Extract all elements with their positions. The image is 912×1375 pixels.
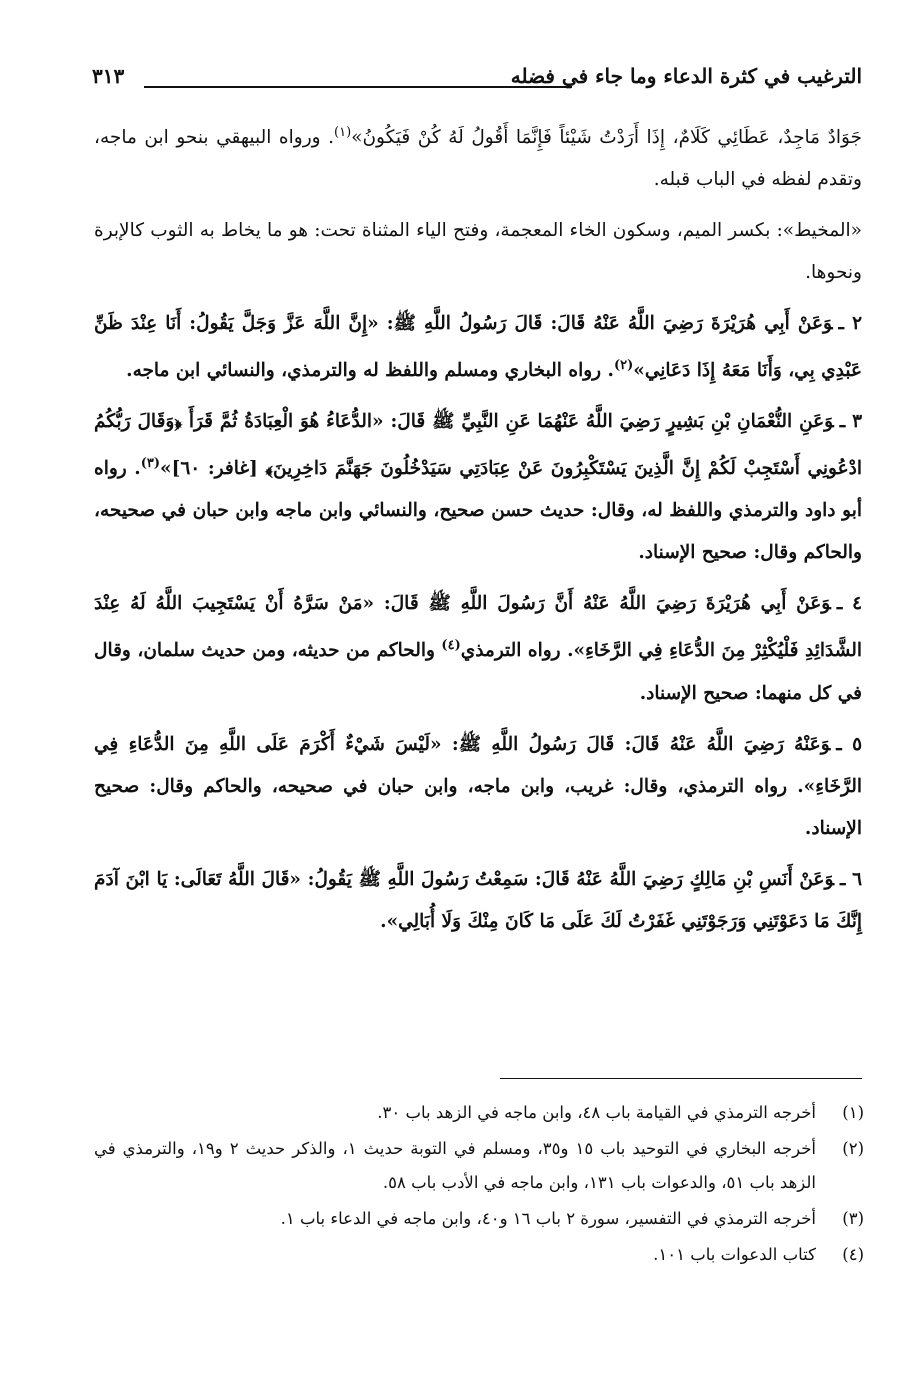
header-rule [144,86,572,88]
footnote-ref: (٣) [140,456,161,472]
hadith-3 [94,401,862,574]
hadith-number: ٦ ـ [840,868,862,890]
paragraph-tail: . رواه البخاري ومسلم واللفظ له والترمذي، والنسائي ابن ماجه. [126,360,614,382]
hadith-2 [94,303,862,392]
paragraph-tail: والحاكم من حديثه، ومن حديث سلمان، وقال في كل منهما: صحيح الإسناد. [94,640,862,704]
paragraph-tail: . ورواه البيهقي بنحو ابن ماجه، وتقدم لفظه في الباب قبله. [94,127,862,191]
paragraph-text: وَعَنِ النُّعْمَانِ بْنِ بَشِيرٍ رَضِيَ اللَّهُ عَنْهُمَا عَنِ النَّبِيِّ ﷺ قَالَ: «الدُّعَاءُ هُوَ الْعِبَادَةُ ثُمَّ قَرَأَ ﴿وَقَالَ رَبُّكُمُ ادْعُونِي أَسْتَجِبْ لَكُمْ إِنَّ الَّذِينَ يَسْتَكْبِرُونَ عَنْ عِبَادَتِي سَيَدْخُلُونَ جَهَنَّمَ دَاخِرِينَ﴾ [غافر: ٦٠]» [94,411,862,480]
footnote-3 [94,1202,864,1236]
running-title: الترغيب في كثرة الدعاء وما جاء في فضله [510,64,862,88]
main-text [94,112,862,952]
footnote-4 [94,1238,864,1272]
footnote-ref: (٤) [441,638,461,654]
footnote-text: كتاب الدعوات باب ١٠١. [653,1245,816,1264]
hadith-5 [94,724,862,850]
footnote-number: (١) [842,1103,864,1122]
footnote-ref: (١) [334,125,352,140]
page-header [92,62,862,96]
footnote-number: (٢) [842,1139,864,1158]
page-number: ٣١٣ [92,64,125,88]
footnote-text: أخرجه البخاري في التوحيد باب ١٥ و٣٥، ومسلم في التوبة حديث ١، والذكر حديث ٢ و١٩، والترمذي في الزهد باب ٥١، والدعوات باب ١٣١، وابن ماجه في الأدب باب ٥٨. [94,1139,816,1192]
paragraph-text: «المخيط»: بكسر الميم، وسكون الخاء المعجمة، وفتح الياء المثناة تحت: هو ما يخاط به الثوب كالإبرة ونحوها. [94,220,862,284]
paragraph-text: وَعَنْ أَنَسِ بْنِ مَالِكٍ رَضِيَ اللَّهُ عَنْهُ قَالَ: سَمِعْتُ رَسُولَ اللَّهِ ﷺ يَقُولُ: «قَالَ اللَّهُ تَعَالَى: يَا ابْنَ آدَمَ إِنَّكَ مَا دَعَوْتَنِي وَرَجَوْتَنِي غَفَرْتُ لَكَ عَلَى مَا كَانَ مِنْكَ وَلَا أُبَالِي». [94,868,862,932]
hadith-4 [94,583,862,714]
footnote-text: أخرجه الترمذي في القيامة باب ٤٨، وابن ماجه في الزهد باب ٣٠. [377,1103,816,1122]
paragraph-text: وَعَنْ أَبِي هُرَيْرَةَ رَضِيَ اللَّهُ عَنْهُ قَالَ: قَالَ رَسُولُ اللَّهِ ﷺ: «إِنَّ اللَّهَ عَزَّ وَجَلَّ يَقُولُ: أَنَا عِنْدَ ظَنِّ عَبْدِي بِي، وَأَنَا مَعَهُ إِذَا دَعَانِي» [94,313,862,382]
footnote-2 [94,1132,864,1200]
paragraph-text: وَعَنْ أَبِي هُرَيْرَةَ رَضِيَ اللَّهُ عَنْهُ أَنَّ رَسُولَ اللَّهِ ﷺ قَالَ: «مَنْ سَرَّهُ أَنْ يَسْتَجِيبَ اللَّهُ لَهُ عِنْدَ الشَّدَائِدِ فَلْيُكْثِرْ مِنَ الدُّعَاءِ فِي الرَّخَاءِ». رواه الترمذي [94,593,862,662]
hadith-number: ٢ ـ [838,313,862,335]
footnote-number: (٤) [842,1245,864,1264]
footnote-ref: (٢) [613,358,634,374]
gloss-paragraph [94,210,862,294]
footnote-text: أخرجه الترمذي في التفسير، سورة ٢ باب ١٦ و٤٠، وابن ماجه في الدعاء باب ١. [280,1209,816,1228]
paragraph-text: وَعَنْهُ رَضِيَ اللَّهُ عَنْهُ قَالَ: قَالَ رَسُولُ اللَّهِ ﷺ: «لَيْسَ شَيْءٌ أَكْرَمَ عَلَى اللَّهِ مِنَ الدُّعَاءِ فِي الرَّخَاءِ». رواه الترمذي، وقال: غريب، وابن ماجه، وابن حبان في صحيحه، والحاكم وقال: صحيح الإسناد. [94,733,862,839]
hadith-number: ٣ ـ [839,411,862,433]
hadith-6 [94,859,862,943]
footnote-1 [94,1096,864,1130]
footnote-separator [500,1078,862,1079]
paragraph-tail: . رواه أبو داود والترمذي واللفظ له، وقال: حديث حسن صحيح، والنسائي وابن ماجه وابن حبان في صحيحه، والحاكم وقال: صحيح الإسناد. [94,458,862,564]
continuation-paragraph [94,112,862,201]
paragraph-text: جَوَادٌ مَاجِدٌ، عَطَائِي كَلَامٌ، إِذَا أَرَدْتُ شَيْئاً فَإِنَّمَا أَقُولُ لَهُ كُنْ فَيَكُونُ» [351,127,862,149]
footnotes [94,1096,864,1274]
footnote-number: (٣) [842,1209,864,1228]
hadith-number: ٤ ـ [836,593,862,615]
hadith-number: ٥ ـ [836,733,862,755]
